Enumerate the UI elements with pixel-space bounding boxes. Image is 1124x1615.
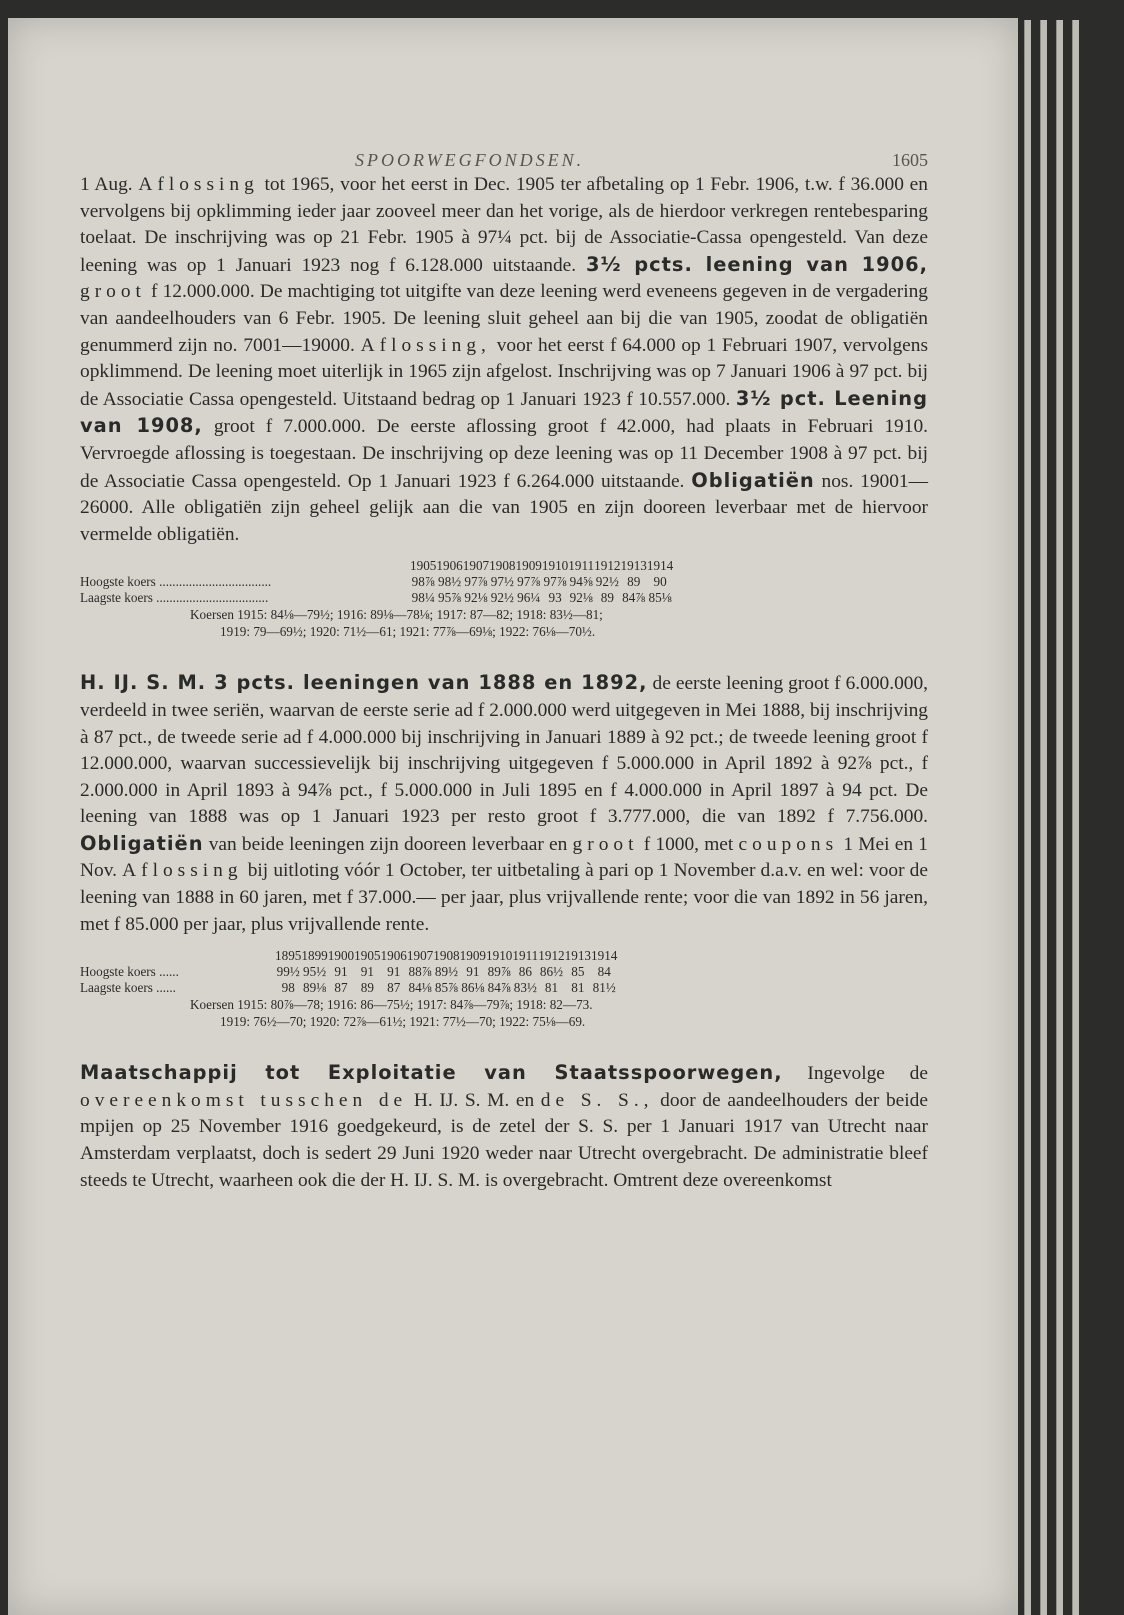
row-label: Hoogste koers .................................. (80, 574, 272, 590)
year-header: 1908 (489, 558, 516, 574)
text: 1 Mei en 1 Nov. (80, 833, 928, 882)
koers-value: 89⅞ (487, 964, 511, 980)
page-edge (1056, 20, 1063, 1615)
section-heading: 3½ pcts. leening van 1906, (585, 252, 928, 276)
paragraph-staatsspoorwegen (80, 1060, 928, 1194)
text-spaced: coupons (738, 833, 839, 855)
koers-value: 91 (387, 964, 401, 980)
year-header: 1899 (301, 948, 328, 964)
koers-value: 97⅞ (543, 574, 567, 590)
koers-value: 95⅞ (438, 590, 462, 606)
koers-value: 97⅞ (464, 574, 488, 590)
year-header: 1900 (327, 948, 355, 964)
year-header: 1913 (564, 948, 592, 964)
text: f 12.000.000. De machtiging tot uitgifte van deze leening werd eveneens gegeven in de vergadering van aandeelhouders van 6 Febr. 1905. De leening sluit geheel aan bij die van 1905, zoodat de obligatiën genummerd zijn no. 7001—19000. (80, 281, 928, 356)
koersen-line: 1919: 76½—70; 1920: 72⅞—61½; 1921: 77½—70; 1922: 75⅛—69. (220, 1014, 586, 1030)
section-heading: Obligatiën (80, 831, 204, 855)
table-corner (80, 558, 410, 574)
spacer (80, 640, 928, 670)
koers-value: 94⅝ (569, 574, 593, 590)
text: voor het eerst f 64.000 op 1 Februari 1907, vervolgens opklimmend. De leening moet uiterlijk in 1965 zijn afgelost. Inschrijving was op 7 Januari 1906 à 97 pct. bij de Associatie Cassa opengesteld. Uitstaand bedrag op 1 Januari 1923 f 10.557.000. (80, 334, 928, 410)
year-header: 1913 (620, 558, 647, 574)
text: de eerste leening groot f 6.000.000, verdeeld in twee seriën, waarvan de eerste serie ad f 2.000.000 werd uitgegeven in Mei 1888, bij inschrijving à 87 pct., de tweede serie ad f 4.000.000 bij inschrijving in Januari 1889 à 92 pct.; de tweede leening groot f 12.000.000, waarvan successievelijk bij inschrijving uitgegeven f 5.000.000 in April 1892 à 92⅞ pct., f 2.000.000 in April 1893 à 94⅞ pct., f 5.000.000 in Juli 1895 en f 4.000.000 in April 1897 à 94 pct. De leening van 1888 was op 1 Januari 1923 per resto groot f 3.777.000, die van 1892 f 7.756.000. (80, 673, 928, 828)
koers-value: 86⅛ (461, 980, 485, 996)
page-edge (1040, 20, 1047, 1615)
text: 1 Aug. (80, 174, 133, 195)
koers-value: 92½ (595, 574, 619, 590)
text-spaced: Aflossing, (360, 334, 491, 356)
koers-value: 89½ (434, 964, 458, 980)
koersen-line: 1919: 79—69½; 1920: 71½—61; 1921: 77⅞—69⅛; 1922: 76⅛—70½. (220, 624, 596, 640)
text: door de aandeelhouders der beide mpijen op 25 November 1916 goedgekeurd, is de zetel der S. S. per 1 Januari 1917 van Utrecht naar Amsterdam verplaatst, doch is sedert 29 Juni 1920 weder naar Utrecht overgebracht. De administratie bleef steeds te Utrecht, waarheen ook die der H. IJ. S. M. is overgebracht. Omtrent deze overeenkomst (80, 1089, 928, 1191)
book-page (8, 18, 1018, 1615)
text-spaced: Aflossing (138, 174, 259, 195)
koers-value: 87 (334, 980, 348, 996)
section-heading: Maatschappij tot Exploitatie van Staatsspoorwegen, (80, 1061, 783, 1085)
koers-value: 81½ (592, 980, 616, 996)
text: H. IJ. S. M. en (413, 1089, 535, 1111)
koers-value: 98 (281, 980, 295, 996)
year-header: 1909 (459, 948, 486, 964)
table-row (80, 574, 673, 590)
page-edge (1024, 20, 1031, 1615)
running-head (80, 138, 928, 172)
koers-value: 87 (387, 980, 401, 996)
koers-value: 97⅞ (517, 574, 541, 590)
koers-value: 86½ (539, 964, 563, 980)
text: Ingevolge de (807, 1063, 928, 1085)
koersen-block (80, 606, 928, 640)
text: nos. 19001—26000. Alle obligatiën zijn geheel gelijk aan die van 1905 en zijn dooreen leverbaar met de hiervoor vermelde obligatiën. (80, 470, 928, 545)
text: groot f 7.000.000. De eerste aflossing groot f 42.000, had plaats in Februari 1910. Vervroegde aflossing is toegestaan. De inschrijving op deze leening was op 11 December 1908 à 97 pct. bij de Associatie Cassa opengesteld. Op 1 Januari 1923 f 6.264.000 uitstaande. (80, 416, 928, 492)
koers-value: 90 (653, 574, 667, 590)
text-spaced: overeenkomst tusschen de (80, 1089, 408, 1111)
year-header: 1912 (538, 948, 565, 964)
row-label: Laagste koers .................................. (80, 590, 269, 606)
text-spaced: groot (572, 833, 639, 855)
text: bij uitloting vóór 1 October, ter uitbetaling à pari op 1 November d.a.v. en wel: voor de leening van 1888 in 60 jaren, met f 37.000.— per jaar, plus vrijvallende rente; voor die van 1892 in 56 jaren, met f 85.000 per jaar, plus vrijvallende rente. (80, 860, 928, 935)
koers-value: 91 (360, 964, 374, 980)
koers-value: 93 (548, 590, 562, 606)
table-header-row (80, 948, 617, 964)
page-number: 1605 (892, 150, 928, 170)
year-header: 1895 (275, 948, 302, 964)
text: van beide leeningen zijn dooreen leverbaar en (208, 833, 568, 855)
year-header: 1914 (591, 948, 618, 964)
koers-value: 84⅛ (408, 980, 432, 996)
koers-value: 89 (360, 980, 374, 996)
koers-value: 91 (466, 964, 480, 980)
page-edge (1072, 20, 1079, 1615)
table-row (80, 964, 617, 980)
koers-value: 85 (571, 964, 585, 980)
koers-value: 85⅞ (434, 980, 458, 996)
koers-value: 85⅛ (648, 590, 672, 606)
section-heading: Obligatiën (691, 468, 815, 492)
table-row (80, 980, 617, 996)
year-header: 1906 (436, 558, 463, 574)
koers-value: 92⅛ (464, 590, 488, 606)
koers-value: 84⅞ (487, 980, 511, 996)
koersen-line: Koersen 1915: 84⅛—79½; 1916: 89⅛—78⅛; 1917: 87—82; 1918: 83½—81; (190, 607, 603, 623)
koers-value: 81 (571, 980, 585, 996)
koers-value: 89 (627, 574, 641, 590)
year-header: 1905 (354, 948, 381, 964)
koers-value: 86 (518, 964, 532, 980)
koers-value: 84⅞ (622, 590, 646, 606)
koersen-line: Koersen 1915: 80⅞—78; 1916: 86—75½; 1917: 84⅞—79⅞; 1918: 82—73. (190, 997, 593, 1013)
year-header: 1910 (541, 558, 569, 574)
koers-value: 97½ (490, 574, 514, 590)
koers-value: 88⅞ (408, 964, 432, 980)
text: tot 1965, voor het eerst in Dec. 1905 ter afbetaling op 1 Febr. 1906, t.w. f 36.000 en vervolgens bij opklimming ieder jaar zooveel meer dan het vorige, als de hierdoor verkregen rentebesparing toelaat. De inschrijving was op 21 Febr. 1905 à 97¼ pct. bij de Associatie-Cassa opengesteld. Van deze leening was op 1 Januari 1923 nog f 6.128.000 uitstaande. (80, 174, 928, 276)
year-header: 1911 (512, 948, 539, 964)
year-header: 1910 (486, 948, 513, 964)
running-head-title: SPOORWEGFONDSEN. (355, 150, 585, 170)
koers-value: 84 (597, 964, 611, 980)
table-corner (80, 948, 275, 964)
row-label: Hoogste koers ...... (80, 964, 179, 980)
text-spaced: groot (80, 281, 146, 303)
row-label: Laagste koers ...... (80, 980, 176, 996)
koers-table (80, 558, 673, 606)
year-header: 1912 (594, 558, 621, 574)
year-header: 1911 (568, 558, 595, 574)
year-header: 1914 (646, 558, 674, 574)
year-header: 1908 (433, 948, 460, 964)
paragraph-leening-1905-1906-1908 (80, 172, 928, 548)
koers-value: 96¼ (517, 590, 541, 606)
year-header: 1906 (380, 948, 407, 964)
koers-value: 98¼ (411, 590, 435, 606)
table-header-row (80, 558, 673, 574)
koers-value: 95½ (303, 964, 327, 980)
table-row (80, 590, 673, 606)
page-content (80, 138, 928, 1194)
section-heading: 3½ pct. Leening van 1908, (80, 386, 928, 438)
koers-value: 89⅛ (303, 980, 327, 996)
koers-value: 81 (544, 980, 559, 996)
koers-value: 83½ (513, 980, 537, 996)
section-heading: H. IJ. S. M. 3 pcts. leeningen van 1888 en 1892, (80, 671, 648, 695)
year-header: 1907 (462, 558, 490, 574)
text-spaced: Aflossing (122, 860, 243, 882)
koers-value: 89 (600, 590, 614, 606)
koersen-block (80, 996, 928, 1030)
koers-value: 91 (334, 964, 348, 980)
paragraph-hijsm (80, 670, 928, 938)
koers-value: 92½ (490, 590, 514, 606)
koers-value: 92⅛ (569, 590, 593, 606)
text: f 1000, met (643, 833, 734, 855)
year-header: 1907 (406, 948, 434, 964)
koers-value: 98⅞ (411, 574, 435, 590)
spacer (80, 1030, 928, 1060)
koers-table (80, 948, 617, 996)
koers-value: 98½ (438, 574, 462, 590)
year-header: 1905 (410, 558, 437, 574)
year-header: 1909 (515, 558, 542, 574)
koers-value: 99½ (276, 964, 300, 980)
text-spaced: de S. S., (540, 1089, 654, 1111)
